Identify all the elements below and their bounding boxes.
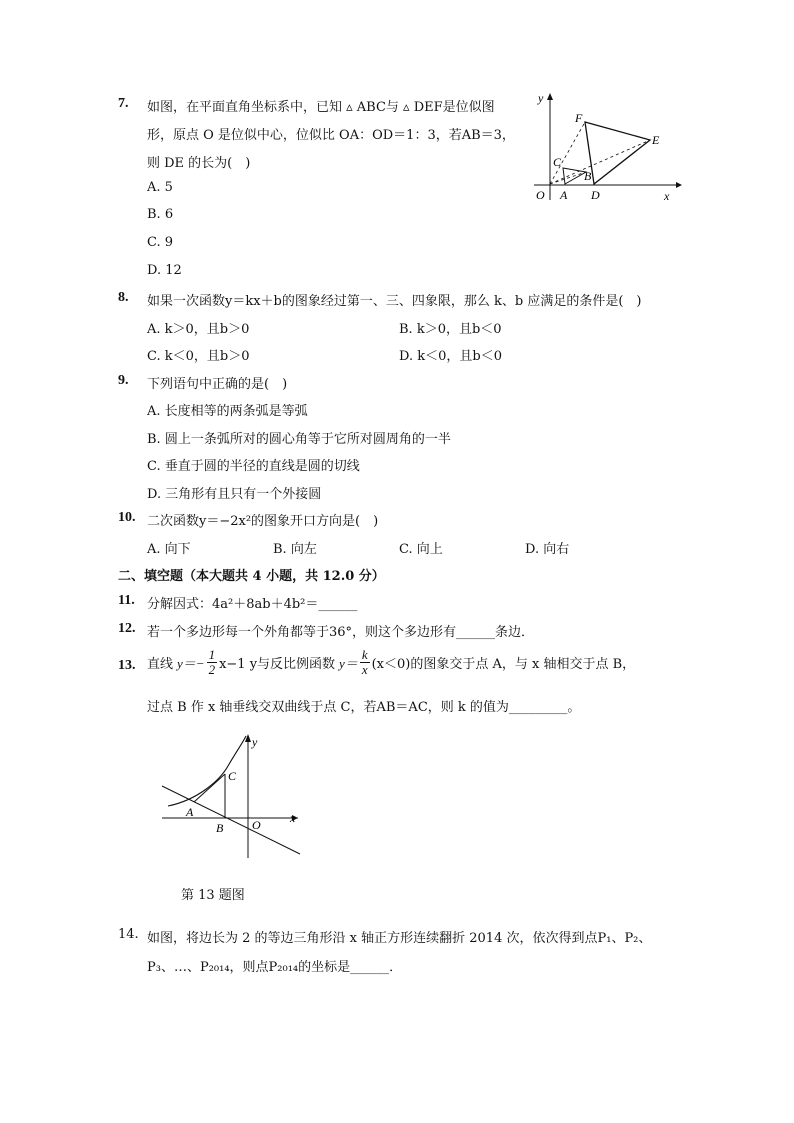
q9-option-b: B. 圆上一条弧所对的圆心角等于它所对圆周角的一半 [147, 432, 451, 447]
q13-fraction-kx-num: k [361, 647, 368, 662]
q13-fraction-half [207, 648, 218, 677]
q7-label-y: y [538, 91, 544, 105]
q7-stem-line1: 如图，在平面直角坐标系中，已知 ▵ ABC与 ▵ DEF是位似图 [147, 100, 495, 115]
q14-stem-line1: 如图，将边长为 2 的等边三角形沿 x 轴正方形连续翻折 2014 次，依次得到点P₁、P₂、 [147, 931, 652, 946]
q13-text-suffix: (x＜0)的图象交于点 A，与 x 轴相交于点 B， [371, 657, 636, 672]
q7-label-x: x [664, 189, 670, 203]
q13-segment-ac [194, 774, 225, 802]
q7-y-arrow [547, 93, 553, 100]
q10-stem: 二次函数y＝−2x²的图象开口方向是( ) [147, 514, 379, 529]
q7-label-o: O [536, 188, 545, 202]
q7-option-b: B. 6 [147, 207, 174, 222]
q10-option-c: C. 向上 [399, 542, 443, 557]
q13-line [162, 786, 300, 854]
q13-label-c: C [228, 769, 237, 783]
q9-option-d: D. 三角形有且只有一个外接圆 [147, 487, 322, 502]
section-fill-in-heading: 二、填空题（本大题共 4 小题，共 12.0 分） [118, 569, 385, 584]
q10-number: 10. [118, 510, 136, 525]
q9-option-a: A. 长度相等的两条弧是等弧 [147, 404, 308, 419]
q9-stem: 下列语句中正确的是( ) [147, 377, 288, 392]
q7-triangle-def [585, 122, 650, 184]
q7-option-a: A. 5 [147, 180, 173, 195]
q8-option-a: A. k＞0，且b＞0 [147, 322, 250, 337]
q13-y-arrow [245, 734, 251, 742]
q7-label-e: E [652, 133, 660, 147]
q10-option-d: D. 向右 [525, 542, 570, 557]
q7-label-c: C [553, 155, 562, 169]
q7-label-a: A [560, 188, 568, 202]
q13-figure-caption: 第 13 题图 [181, 888, 245, 903]
q11-number: 11. [118, 593, 135, 608]
q7-option-c: C. 9 [147, 235, 174, 250]
q8-option-b: B. k＞0，且b＜0 [399, 322, 502, 337]
q13-fraction-kx [360, 648, 370, 677]
q13-stem-line2: 过点 B 作 x 轴垂线交双曲线于点 C，若AB＝AC，则 k 的值为_________。 [147, 700, 581, 715]
q9-option-c: C. 垂直于圆的半径的直线是圆的切线 [147, 459, 360, 474]
q8-option-c: C. k＜0，且b＞0 [147, 349, 250, 364]
q13-eq-y: y＝− [177, 656, 205, 671]
q7-ray-oe [550, 140, 650, 184]
q7-ray-of [550, 122, 585, 184]
q13-label-a: A [186, 805, 194, 819]
q13-text-prefix: 直线 [147, 657, 174, 672]
q14-stem-line2: P₃、…、P₂₀₁₄，则点P₂₀₁₄的坐标是______． [147, 960, 403, 975]
q14-number: 14. [118, 927, 139, 942]
q13-figure [158, 730, 308, 862]
q11-stem: 分解因式：4a²＋8ab＋4b²＝______ [147, 597, 358, 612]
q13-fraction-half-num: 1 [208, 647, 216, 662]
q13-number: 13. [118, 658, 136, 673]
q10-option-b: B. 向左 [273, 542, 317, 557]
q7-label-d: D [591, 188, 600, 202]
q13-label-o: O [252, 818, 261, 832]
q7-number: 7. [118, 96, 129, 111]
q12-stem: 若一个多边形每一个外角都等于36°，则这个多边形有______条边． [147, 625, 535, 640]
q13-label-y: y [252, 735, 258, 749]
q13-eq-rest: x−1 y与反比例函数 [219, 657, 336, 672]
q13-fraction-half-den: 2 [208, 662, 216, 677]
q13-fraction-kx-den: x [361, 662, 368, 677]
q8-number: 8. [118, 290, 129, 305]
q7-stem-line3: 则 DE 的长为( ) [147, 156, 251, 171]
q9-number: 9. [118, 373, 129, 388]
q13-label-x: x [290, 811, 296, 825]
q7-x-arrow [676, 182, 682, 188]
q7-figure [528, 88, 684, 206]
q13-eq-y2: y＝ [339, 656, 358, 671]
q13-stem-line1 [147, 648, 635, 677]
q13-label-b: B [216, 821, 224, 835]
q10-option-a: A. 向下 [147, 542, 191, 557]
q7-option-d: D. 12 [147, 263, 182, 278]
q8-option-d: D. k＜0，且b＜0 [399, 349, 502, 364]
q12-number: 12. [118, 621, 136, 636]
q8-stem: 如果一次函数y＝kx＋b的图象经过第一、三、四象限，那么 k、b 应满足的条件是( ) [147, 294, 642, 309]
q7-stem-line2: 形，原点 O 是位似中心，位似比 OA：OD＝1：3，若AB＝3， [147, 128, 515, 143]
q7-label-f: F [575, 111, 583, 125]
q7-label-b: B [584, 169, 592, 183]
